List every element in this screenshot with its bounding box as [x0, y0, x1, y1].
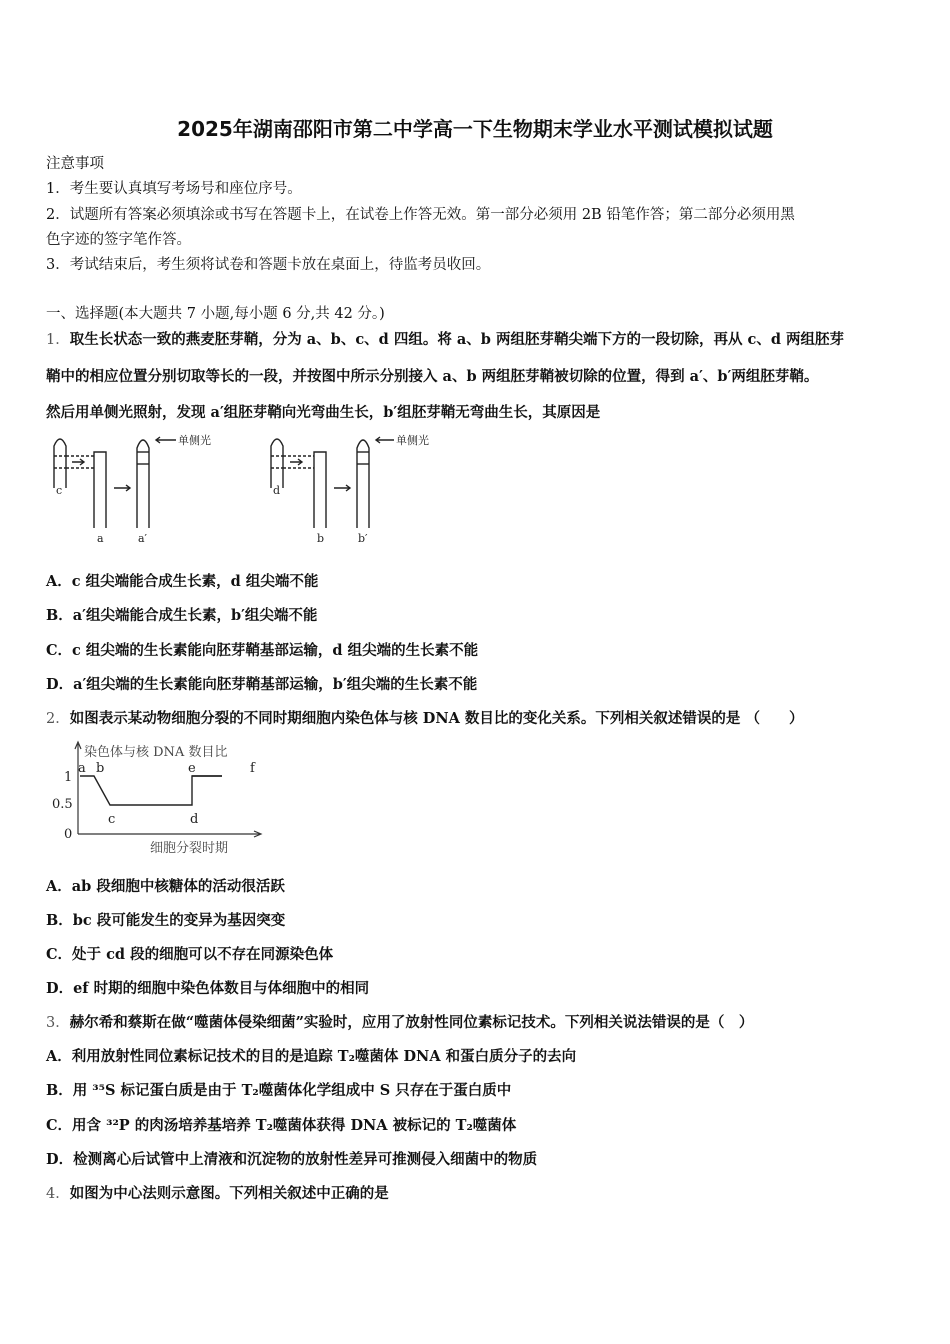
light-label-right: 单侧光 [396, 434, 429, 447]
notice-heading: 注意事项 [46, 156, 104, 172]
question-2-stem: 如图表示某动物细胞分裂的不同时期细胞内染色体与核 DNA 数目比的变化关系。下列相关叙述错误的是 （ ） [69, 710, 804, 727]
notice-item: 色字迹的签字笔作答。 [46, 232, 191, 248]
question-number: 3． [46, 1015, 70, 1031]
y-tick-0: 0 [64, 827, 73, 842]
point-label-c: c [108, 812, 116, 827]
notice-item: 1．考生要认真填写考场号和座位序号。 [46, 181, 302, 197]
y-tick-0-5: 0.5 [52, 797, 73, 812]
label-b-prime: b′ [358, 532, 368, 545]
ratio-chart [50, 738, 280, 862]
q3-option-d: D．检测离心后试管中上清液和沉淀物的放射性差异可推测侵入细菌中的物质 [46, 1151, 538, 1168]
label-c: c [56, 484, 63, 497]
question-4-stem: 如图为中心法则示意图。下列相关叙述中正确的是 [69, 1185, 389, 1202]
point-label-a: a [78, 761, 86, 776]
question-number: 2． [46, 711, 70, 727]
point-label-b: b [96, 761, 105, 776]
q3-option-a: A．利用放射性同位素标记技术的目的是追踪 T₂噬菌体 DNA 和蛋白质分子的去向 [46, 1048, 577, 1065]
q1-option-a: A．c 组尖端能合成生长素，d 组尖端不能 [46, 573, 319, 590]
q2-option-c: C．处于 cd 段的细胞可以不存在同源染色体 [46, 946, 334, 963]
question-1-stem: 取生长状态一致的燕麦胚芽鞘，分为 a、b、c、d 四组。将 a、b 两组胚芽鞘尖端下方的一段切除，再从 c、d 两组胚芽 [69, 331, 845, 348]
label-a: a [97, 532, 104, 545]
point-label-e: e [188, 761, 196, 776]
ratio-series-line [80, 776, 222, 805]
y-tick-1: 1 [64, 770, 73, 785]
notice-item: 2．试题所有答案必须填涂或书写在答题卡上，在试卷上作答无效。第一部分必须用 2B 铅笔作答；第二部分必须用黑 [46, 207, 795, 223]
label-d: d [273, 484, 281, 497]
q2-option-b: B．bc 段可能发生的变异为基因突变 [46, 912, 286, 929]
light-label-left: 单侧光 [178, 434, 211, 447]
y-axis-label: 染色体与核 DNA 数目比 [84, 745, 228, 760]
question-3-line [46, 1011, 753, 1032]
q1-option-b: B．a′组尖端能合成生长素，b′组尖端不能 [46, 607, 318, 624]
question-2-line [46, 707, 803, 728]
section-heading: 一、选择题(本大题共 7 小题,每小题 6 分,共 42 分。) [46, 306, 385, 322]
question-number: 1． [46, 332, 70, 348]
q3-option-c: C．用含 ³²P 的肉汤培养基培养 T₂噬菌体获得 DNA 被标记的 T₂噬菌体 [46, 1117, 517, 1134]
x-axis-label: 细胞分裂时期 [150, 841, 229, 856]
question-1-stem-2: 鞘中的相应位置分别切取等长的一段，并按图中所示分别接入 a、b 两组胚芽鞘被切除的位置，得到 a′、b′两组胚芽鞘。 [46, 368, 819, 385]
q2-option-a: A．ab 段细胞中核糖体的活动很活跃 [46, 878, 285, 895]
notice-item: 3．考试结束后，考生须将试卷和答题卡放在桌面上，待监考员收回。 [46, 257, 491, 273]
question-3-stem: 赫尔希和蔡斯在做“噬菌体侵染细菌”实验时，应用了放射性同位素标记技术。下列相关说法错误的是（ ） [69, 1014, 754, 1031]
q1-option-d: D．a′组尖端的生长素能向胚芽鞘基部运输，b′组尖端的生长素不能 [46, 676, 478, 693]
q2-option-d: D．ef 时期的细胞中染色体数目与体细胞中的相同 [46, 980, 370, 997]
point-label-d: d [190, 812, 199, 827]
coleoptile-figure [44, 428, 464, 550]
page-title: 2025年湖南邵阳市第二中学高一下生物期末学业水平测试模拟试题 [177, 117, 773, 141]
question-1-line [46, 328, 844, 349]
q3-option-b: B．用 ³⁵S 标记蛋白质是由于 T₂噬菌体化学组成中 S 只存在于蛋白质中 [46, 1082, 512, 1099]
question-1-stem-3: 然后用单侧光照射，发现 a′组胚芽鞘向光弯曲生长，b′组胚芽鞘无弯曲生长，其原因是 [46, 404, 601, 421]
question-number: 4． [46, 1186, 70, 1202]
label-a-prime: a′ [138, 532, 148, 545]
label-b: b [317, 532, 325, 545]
q1-option-c: C．c 组尖端的生长素能向胚芽鞘基部运输，d 组尖端的生长素不能 [46, 642, 479, 659]
question-4-line [46, 1182, 389, 1203]
point-label-f: f [250, 761, 255, 776]
